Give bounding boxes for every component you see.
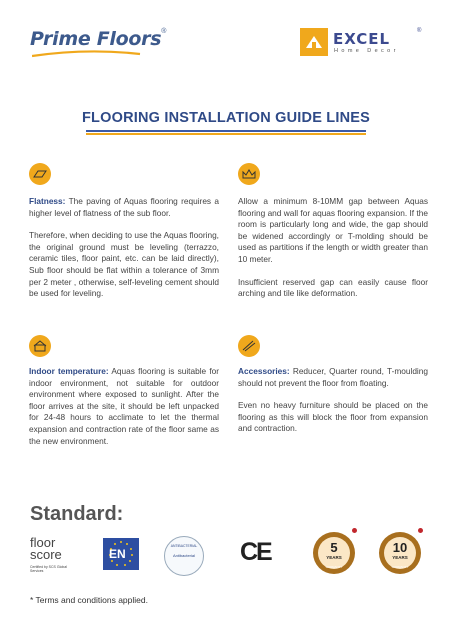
excel-logo <box>300 28 430 60</box>
warranty-5-word: WARRANTY <box>325 565 343 569</box>
flatness-heading: Flatness: <box>29 196 66 206</box>
accessories-icon <box>238 335 260 357</box>
antibacterial-sub: Antibacterial <box>172 553 195 558</box>
en-text: EN <box>109 547 126 561</box>
warranty-10-years: YEARS <box>392 555 408 560</box>
gap-para-2: Insufficient reserved gap can easily cause floor arching and tile like deformation. <box>238 276 428 299</box>
warranty-10-badge <box>379 532 421 574</box>
flatness-icon <box>29 163 51 185</box>
accessories-heading: Accessories: <box>238 366 290 376</box>
floorscore-text: floor score <box>30 535 62 562</box>
warranty-5-years: YEARS <box>326 555 342 560</box>
ce-mark: CE <box>240 538 271 566</box>
warranty-10-word: WARRANTY <box>391 565 409 569</box>
brand-left-name: Prime Floors <box>30 28 162 50</box>
floorscore-sub: Certified by SCS Global Services <box>30 565 67 573</box>
title-rule-blue <box>86 130 366 132</box>
title-rule-orange <box>86 133 366 135</box>
swoosh-icon <box>32 50 142 58</box>
accessories-para-1: Accessories: Reducer, Quarter round, T-moulding should not prevent the floor from floating. <box>238 366 429 388</box>
standard-heading: Standard: <box>30 503 124 525</box>
warranty-5-badge <box>313 532 355 574</box>
section-expansion-gap <box>238 196 428 300</box>
indoor-para-1: Indoor temperature: Aquas flooring is suitable for indoor environment, not suitable for outdoor environment where exposed to sunlight. After the floor arrives at the site, it should be left unpacked for 24-48 hours to acclimate to let the thermal expansion and contraction rate of the floor same as the new environment. <box>29 366 219 446</box>
indoor-temperature-icon <box>29 335 51 357</box>
section-flatness <box>29 196 219 300</box>
warranty-5-number: 5 <box>330 540 338 555</box>
section-indoor-temperature <box>29 366 219 447</box>
brand-right-name: EXCEL <box>333 30 391 48</box>
section-accessories <box>238 366 428 435</box>
antibacterial-title: ANTIBACTERIAL <box>170 544 198 548</box>
excel-mark-icon <box>300 28 328 56</box>
footnote: * Terms and conditions applied. <box>30 595 148 605</box>
antibacterial-badge <box>164 536 204 576</box>
warranty-5-star-icon <box>352 528 357 533</box>
page-title: FLOORING INSTALLATION GUIDE LINES <box>82 110 370 126</box>
brand-right-sub: Home Decor <box>334 48 399 54</box>
gap-para-1: Allow a minimum 8-10MM gap between Aquas flooring and wall for aquas flooring expansion. If the room is particularly long and wide, the gap should be widened accordingly or T-molding should be used as partitions if the length or width greater than 10 meter. <box>238 196 428 264</box>
warranty-10-number: 10 <box>392 540 408 555</box>
brand-right-reg: ® <box>417 28 422 34</box>
en-standard-logo <box>103 538 139 570</box>
expansion-gap-icon <box>238 163 260 185</box>
brand-left-reg: ® <box>161 28 167 35</box>
flatness-para-1: Flatness: The paving of Aquas flooring requires a higher level of flatness of the sub floor. <box>29 196 220 218</box>
prime-floors-logo <box>30 28 166 50</box>
accessories-para-2: Even no heavy furniture should be placed on the flooring as this will block the floor from expansion and contraction. <box>238 400 428 434</box>
floorscore-logo <box>30 537 80 579</box>
warranty-10-star-icon <box>418 528 423 533</box>
flatness-para-2: Therefore, when deciding to use the Aquas flooring, the original ground must be leveling (terrazzo, ceramic tiles, floor paint, etc. can be laid directly), Sub floor should be flat within a tolerance of 3mm per 2 meter , otherwise, self-leveling cement should be used for leveling. <box>29 230 219 299</box>
indoor-heading: Indoor temperature: <box>29 366 109 376</box>
